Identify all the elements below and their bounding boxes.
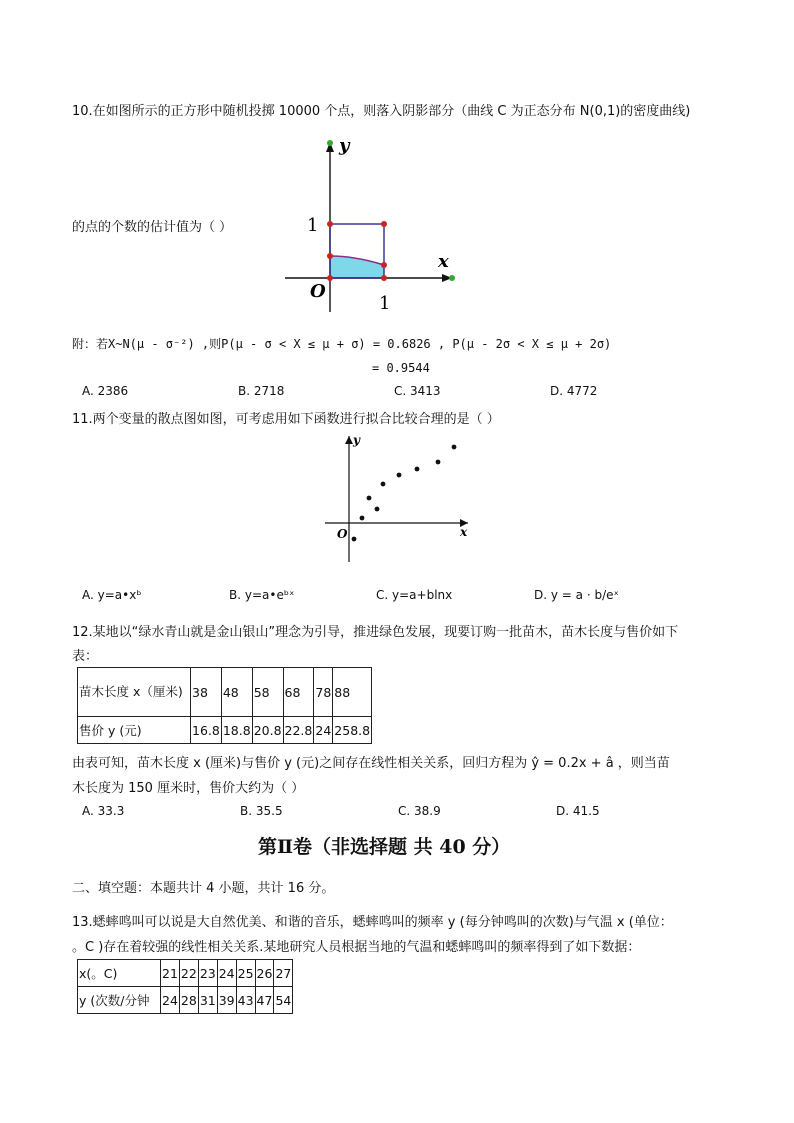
table-row — [78, 987, 293, 1014]
table-cell: 43 — [236, 987, 255, 1014]
q11-option-c[interactable]: C. y=a+blnx — [376, 588, 453, 602]
q11-origin-label: O — [337, 527, 348, 541]
q10-option-d[interactable]: D. 4772 — [550, 384, 598, 398]
table-cell: 24 — [314, 717, 333, 744]
table-cell: 16.8 — [191, 717, 222, 744]
q10-figure — [280, 134, 470, 316]
cell-value: 25 — [334, 722, 351, 738]
table-row — [78, 717, 372, 744]
table-cell: 58 — [252, 668, 283, 717]
table-cell: 54 — [274, 987, 293, 1014]
cell-value-extra: 8.8 — [350, 722, 371, 738]
q10-x-label: x — [438, 251, 449, 272]
q12-option-c[interactable]: C. 38.9 — [398, 804, 441, 818]
q12-row1-head: 苗木长度 x（厘米) — [78, 668, 191, 717]
q13-text-line2: 。C )存在着较强的线性相关关系.某地研究人员根据当地的气温和蟋蟀鸣叫的频率得到了如下数据： — [72, 940, 641, 955]
q12-after-line1: 由表可知，苗木长度 x (厘米)与售价 y (元)之间存在线性相关关系，回归方程为 ŷ = 0.2x + â ，则当苗 — [72, 756, 670, 771]
table-cell: 24 — [217, 960, 236, 987]
table-cell — [333, 717, 372, 744]
table-row — [78, 960, 293, 987]
q12-after-line2: 木长度为 150 厘米时，售价大约为（ ） — [72, 781, 305, 796]
q10-tick-y-label: 1 — [307, 215, 319, 236]
q11-option-a[interactable]: A. y=a•xᵇ — [82, 588, 142, 602]
table-cell: 20.8 — [252, 717, 283, 744]
table-cell: 47 — [255, 987, 274, 1014]
q10-note-line1: 附：若X~N(μ - σ⁻²) ,则P(μ - σ < X ≤ μ + σ) = 0.6826 , P(μ - 2σ < X ≤ μ + 2σ) — [72, 337, 612, 351]
table-cell: 22.8 — [283, 717, 314, 744]
q12-row2-head: 售价 y (元) — [78, 717, 191, 744]
q10-text-line2: 的点的个数的估计值为（ ） — [72, 220, 233, 235]
table-cell: 48 — [221, 668, 252, 717]
q10-option-b[interactable]: B. 2718 — [238, 384, 285, 398]
q11-text: 11.两个变量的散点图如图，可考虑用如下函数进行拟合比较合理的是（ ） — [72, 412, 500, 427]
table-cell: 39 — [217, 987, 236, 1014]
q13-row1-head: x(。C) — [78, 960, 161, 987]
q10-option-a[interactable]: A. 2386 — [82, 384, 129, 398]
table-cell: 27 — [274, 960, 293, 987]
q10-note-line2: = 0.9544 — [372, 361, 430, 375]
q13-table — [77, 959, 293, 1014]
table-cell: 25 — [236, 960, 255, 987]
table-cell: 23 — [198, 960, 217, 987]
q11-scatter-points — [352, 445, 457, 542]
fill-section-heading: 二、填空题：本题共计 4 小题，共计 16 分。 — [72, 881, 335, 896]
table-cell: 68 — [283, 668, 314, 717]
table-cell: 38 — [191, 668, 222, 717]
q12-text-line1: 12.某地以“绿水青山就是金山银山”理念为引导，推进绿色发展，现要订购一批苗木，苗木长度与售价如下 — [72, 625, 679, 640]
q12-option-a[interactable]: A. 33.3 — [82, 804, 125, 818]
table-cell: 21 — [161, 960, 180, 987]
q10-option-c[interactable]: C. 3413 — [394, 384, 441, 398]
q11-option-d[interactable]: D. y = a · b/eˣ — [534, 588, 619, 602]
q10-origin-label: O — [310, 281, 326, 302]
table-cell: 78 — [314, 668, 333, 717]
section2-title: 第Ⅱ卷（非选择题 共 40 分） — [258, 836, 511, 858]
q12-table — [77, 667, 372, 744]
q10-text-line1: 10.在如图所示的正方形中随机投掷 10000 个点，则落入阴影部分（曲线 C 为正态分布 N(0,1)的密度曲线) — [72, 104, 691, 119]
table-cell: 28 — [179, 987, 198, 1014]
q11-x-label: x — [460, 525, 468, 539]
q10-y-label: y — [339, 135, 350, 156]
q11-y-label: y — [353, 433, 360, 447]
q11-option-b[interactable]: B. y=a•eᵇˣ — [229, 588, 295, 602]
q10-tick-x-label: 1 — [379, 293, 391, 314]
table-row — [78, 668, 372, 717]
table-cell: 18.8 — [221, 717, 252, 744]
table-cell: 31 — [198, 987, 217, 1014]
table-cell: 88 — [333, 668, 372, 717]
q12-text-line2: 表： — [72, 649, 99, 664]
q13-text-line1: 13.蟋蟀鸣叫可以说是大自然优美、和谐的音乐，蟋蟀鸣叫的频率 y (每分钟鸣叫的次数)与气温 x (单位： — [72, 915, 673, 930]
q12-option-b[interactable]: B. 35.5 — [240, 804, 283, 818]
q12-option-d[interactable]: D. 41.5 — [556, 804, 600, 818]
table-cell: 26 — [255, 960, 274, 987]
table-cell: 24 — [161, 987, 180, 1014]
table-cell: 22 — [179, 960, 198, 987]
q13-row2-head: y (次数/分钟 — [78, 987, 161, 1014]
q11-scatter-figure — [320, 432, 472, 566]
q10-shaded-region — [330, 256, 384, 278]
